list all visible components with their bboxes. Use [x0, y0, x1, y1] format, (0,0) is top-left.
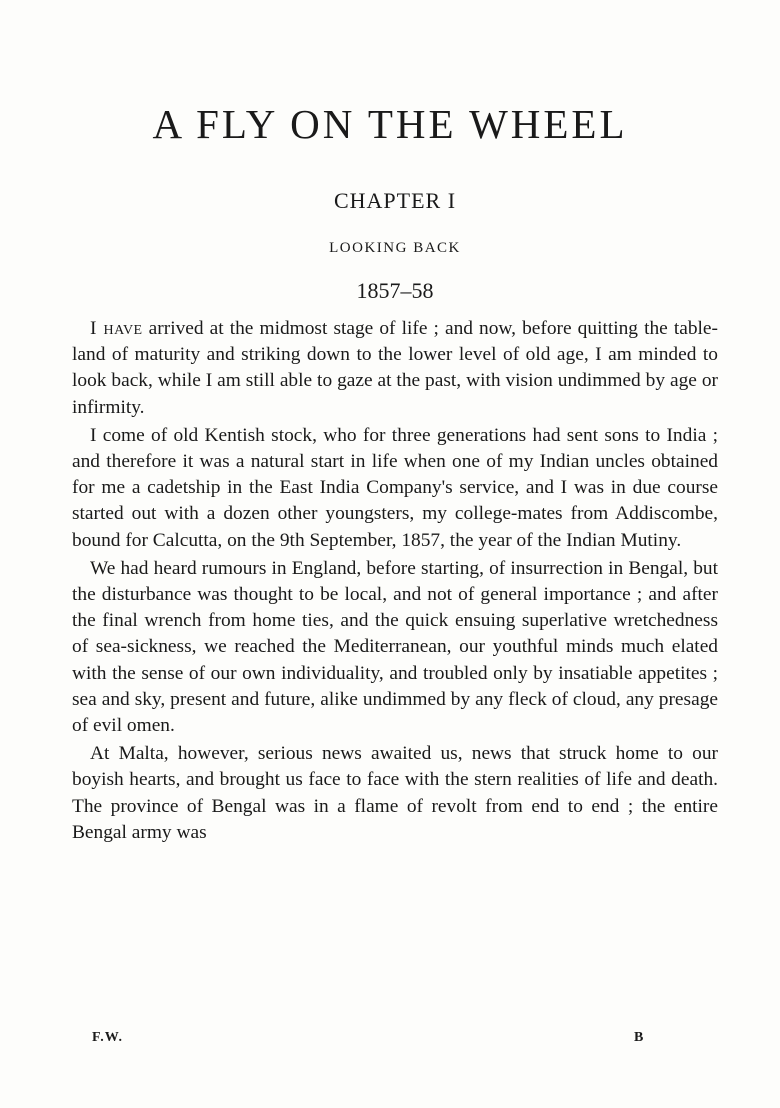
opening-words: I have [90, 318, 143, 339]
paragraph-1-text: arrived at the midmost stage of life ; and now, before quitting the table-land of maturity and striking down to the lower level of old age, I am minded to look back, while I am still able to gaze at the past, with vision undimmed by age or infirmity. [72, 318, 718, 418]
signature-letter: B [634, 1030, 644, 1045]
signature-mark: F.W. [92, 1030, 123, 1045]
paragraph-4: At Malta, however, serious news awaited us, news that struck home to our boyish hearts, and brought us face to face with the stern realities of life and death. The province of Bengal was in a flame of revolt from end to end ; the entire Bengal army was [72, 743, 718, 843]
chapter-title: LOOKING BACK [329, 240, 461, 256]
paragraph-3: We had heard rumours in England, before starting, of insurrection in Bengal, but the disturbance was thought to be local, and not of general importance ; and after the final wrench from home ties, and the quick ensuing superlative wretchedness of sea-sickness, we reached the Mediterranean, our youthful minds much elated with the sense of our own individuality, and troubled only by insatiable appetites ; sea and sky, present and future, alike undimmed by any fleck of cloud, any presage of evil omen. [72, 557, 718, 737]
chapter-heading: CHAPTER I [333, 188, 457, 213]
paragraph-2: I come of old Kentish stock, who for three generations had sent sons to India ; and therefore it was a natural start in life when one of my Indian uncles obtained for me a cadetship in the East India Company's service, and I was in due course started out with a dozen other youngsters, my college-mates from Addiscombe, bound for Calcutta, on the 9th September, 1857, the year of the Indian Mutiny. [72, 424, 718, 551]
chapter-body [72, 316, 718, 848]
book-title: A FLY ON THE WHEEL [152, 101, 628, 147]
chapter-years: 1857–58 [356, 278, 434, 303]
paragraph-1 [72, 316, 718, 421]
